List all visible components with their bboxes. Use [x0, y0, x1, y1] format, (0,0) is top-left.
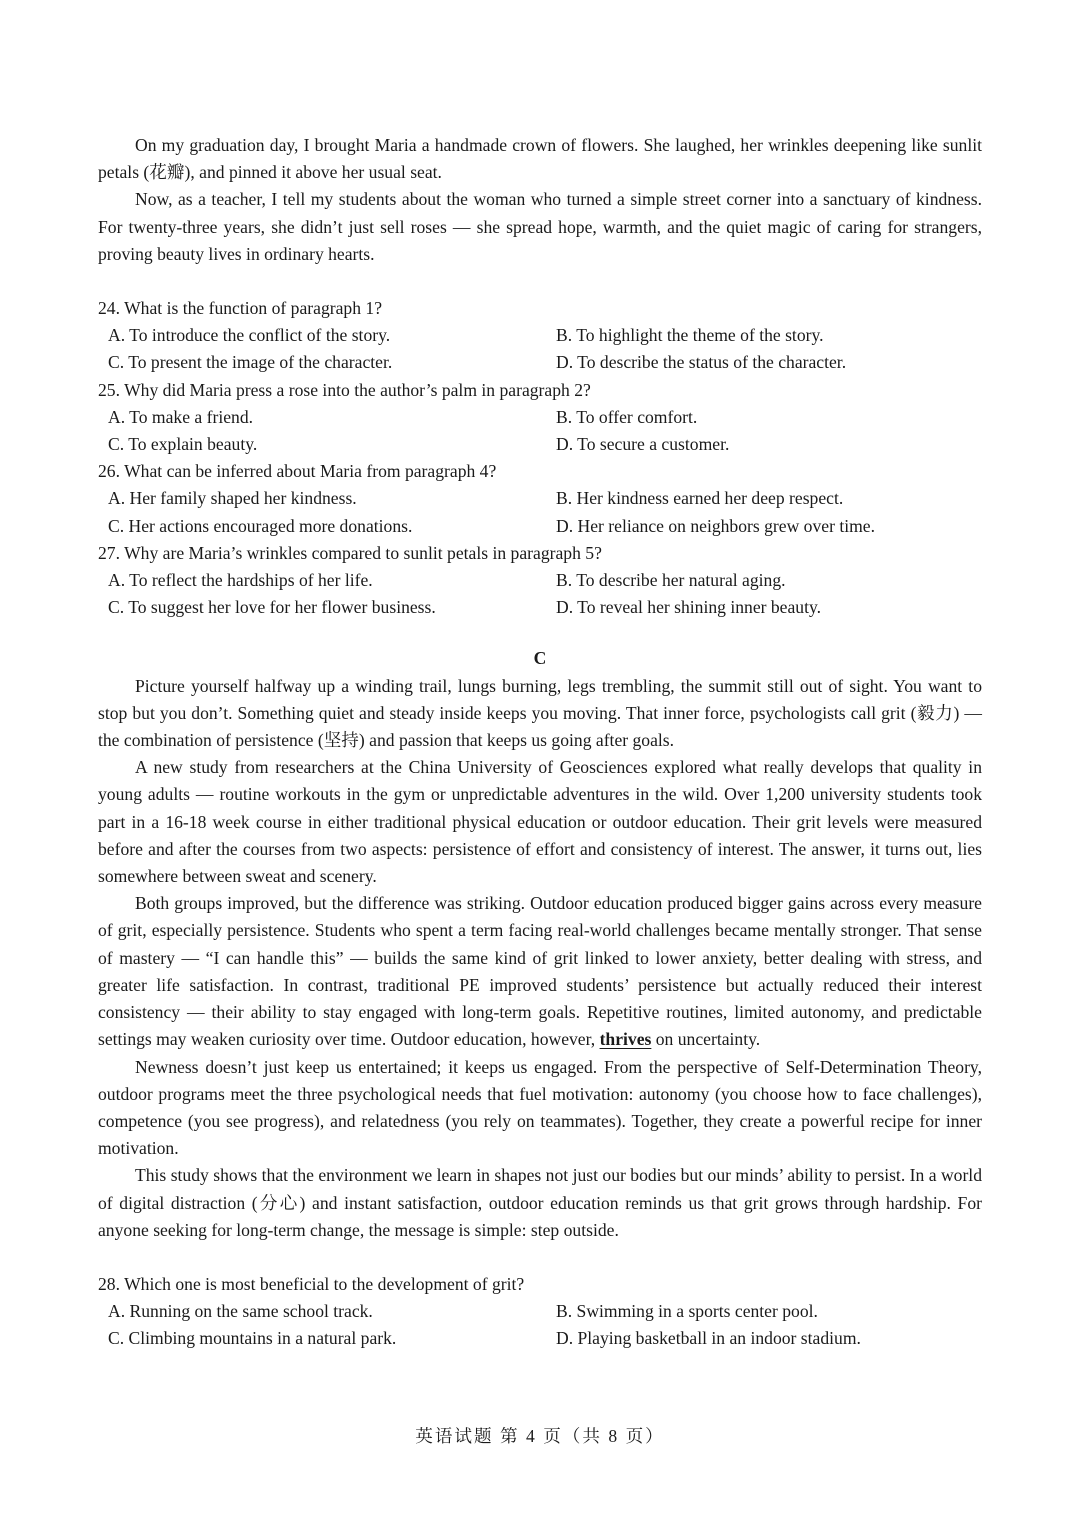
passage-b-paragraph-graduation: On my graduation day, I brought Maria a handmade crown of flowers. She laughed, her wrinkles deepening like sunlit petals (花瓣), and pinned it above her usual seat.: [98, 135, 982, 183]
question-27: [98, 540, 982, 622]
underlined-keyword: thrives: [599, 1029, 652, 1050]
option-b[interactable]: B. Her kindness earned her deep respect.: [556, 488, 844, 509]
passage-c-paragraph-1: Picture yourself halfway up a winding trail, lungs burning, legs trembling, the summit still out of sight. You want to stop but you don’t. Something quiet and steady inside keeps you moving. That inner force, psychologists call grit (毅力) — the combination of persistence (坚持) and passion that keeps us going after goals.: [98, 675, 982, 751]
option-c[interactable]: C. To suggest her love for her flower business.: [108, 597, 436, 618]
question-stem: 25. Why did Maria press a rose into the author’s palm in paragraph 2?: [98, 379, 591, 400]
option-d[interactable]: D. To describe the status of the character.: [556, 352, 847, 373]
option-a[interactable]: A. To reflect the hardships of her life.: [108, 570, 373, 591]
option-b[interactable]: B. To highlight the theme of the story.: [556, 325, 824, 346]
option-a[interactable]: A. Running on the same school track.: [108, 1301, 373, 1322]
options-grid: [98, 1298, 982, 1352]
question-28: [98, 1271, 982, 1353]
question-26: [98, 458, 982, 540]
question-stem: 24. What is the function of paragraph 1?: [98, 298, 383, 319]
paragraph-text: on uncertainty.: [651, 1029, 761, 1050]
passage-c-paragraph-2: A new study from researchers at the China University of Geosciences explored what really develops that quality in young adults — routine workouts in the gym or unpredictable adventures in the wild. Over 1,200 university students took part in a 16-18 week course in either traditional physical education or outdoor education. Their grit levels were measured before and after the courses from two aspects: persistence of effort and consistency of interest. The answer, it turns out, lies somewhere between sweat and scenery.: [98, 757, 982, 887]
option-c[interactable]: C. To present the image of the character.: [108, 352, 393, 373]
option-a[interactable]: A. To introduce the conflict of the story.: [108, 325, 391, 346]
page-footer: 英语试题 第 4 页（共 8 页）: [415, 1426, 665, 1446]
option-a[interactable]: A. To make a friend.: [108, 406, 254, 427]
options-grid: [98, 485, 982, 539]
option-d[interactable]: D. To secure a customer.: [556, 434, 730, 455]
question-stem: 26. What can be inferred about Maria from paragraph 4?: [98, 461, 497, 482]
question-24: [98, 295, 982, 377]
question-stem: 28. Which one is most beneficial to the development of grit?: [98, 1273, 525, 1294]
section-title-c: C: [533, 648, 547, 669]
passage-b-paragraph-teacher: Now, as a teacher, I tell my students about the woman who turned a simple street corner into a sanctuary of kindness. For twenty-three years, she didn’t just sell roses — she spread hope, warmth, and the quiet magic of caring for strangers, proving beauty lives in ordinary hearts.: [98, 189, 982, 264]
paragraph-text: Both groups improved, but the difference was striking. Outdoor education produced bigger gains across every measure of grit, especially persistence. Students who spent a term facing real-world challenges became mentally stronger. That sense of mastery — “I can handle this” — builds the same kind of grit linked to lower anxiety, better dealing with stress, and greater life satisfaction. In contrast, traditional PE improved students’ persistence but actually reduced their interest consistency — their ability to stay engaged with long-term goals. Repetitive routines, limited autonomy, and predictable settings may weaken curiosity over time. Outdoor education, however,: [98, 893, 982, 1050]
options-grid: [98, 404, 982, 458]
option-a[interactable]: A. Her family shaped her kindness.: [108, 488, 357, 509]
passage-c-paragraph-5: This study shows that the environment we learn in shapes not just our bodies but our minds’ ability to persist. In a world of digital distraction (分心) and instant satisfaction, outdoor education reminds us that grit grows through hardship. For anyone seeking for long-term change, the message is simple: step outside.: [98, 1165, 982, 1240]
option-d[interactable]: D. Playing basketball in an indoor stadium.: [556, 1328, 861, 1349]
options-grid: [98, 567, 982, 621]
passage-c-paragraph-3: [98, 890, 982, 1053]
question-25: [98, 377, 982, 459]
passage-c-paragraph-4: Newness doesn’t just keep us entertained; it keeps us engaged. From the perspective of Self-Determination Theory, outdoor programs meet the three psychological needs that fuel motivation: autonomy (you choose how to face challenges), competence (you see progress), and relatedness (you rely on teammates). Together, they create a powerful recipe for inner motivation.: [98, 1056, 982, 1159]
option-c[interactable]: C. Climbing mountains in a natural park.: [108, 1328, 397, 1349]
option-b[interactable]: B. To offer comfort.: [556, 406, 698, 427]
option-c[interactable]: C. To explain beauty.: [108, 434, 258, 455]
option-d[interactable]: D. Her reliance on neighbors grew over time.: [556, 515, 876, 536]
option-b[interactable]: B. To describe her natural aging.: [556, 570, 786, 591]
question-stem: 27. Why are Maria’s wrinkles compared to sunlit petals in paragraph 5?: [98, 542, 602, 563]
option-c[interactable]: C. Her actions encouraged more donations.: [108, 515, 413, 536]
exam-page: [98, 132, 982, 1353]
option-b[interactable]: B. Swimming in a sports center pool.: [556, 1301, 818, 1322]
option-d[interactable]: D. To reveal her shining inner beauty.: [556, 597, 822, 618]
options-grid: [98, 322, 982, 376]
